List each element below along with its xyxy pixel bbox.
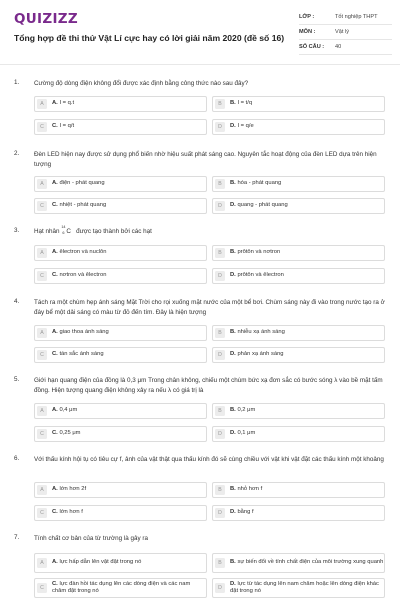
option-label: B. <box>230 486 236 493</box>
option-text: nhỏ hơn f <box>237 486 263 493</box>
quizizz-logo: QUIZIZZ <box>14 11 78 27</box>
option-label: C. <box>52 202 58 209</box>
worksheet-title: Tổng hợp đề thi thử Vật Lí cực hay có lời giải năm 2020 (đề số 16) <box>14 33 285 43</box>
option-d[interactable] <box>212 426 385 442</box>
worksheet-meta <box>299 10 392 55</box>
option-letter: D <box>215 122 225 132</box>
option-a[interactable] <box>34 482 207 498</box>
option-text: lực hấp dẫn lên vật đặt trong nó <box>59 559 142 566</box>
option-letter: D <box>215 271 225 281</box>
option-letter: A <box>37 558 47 568</box>
option-letter: C <box>37 350 47 360</box>
option-text: phản xạ ánh sáng <box>237 351 284 358</box>
option-label: D. <box>230 202 236 209</box>
option-letter: A <box>37 328 47 338</box>
option-d[interactable] <box>212 268 385 284</box>
option-label: D. <box>230 430 236 437</box>
option-letter: B <box>215 179 225 189</box>
option-label: D. <box>230 351 236 358</box>
option-text: prôtôn và nơtron <box>237 249 281 256</box>
option-b[interactable] <box>212 96 385 112</box>
header-divider <box>0 64 400 65</box>
option-label: B. <box>230 180 236 187</box>
option-text: I = q/e <box>237 123 254 130</box>
question-number: 5. <box>14 376 20 383</box>
option-text: I = q.t <box>59 100 75 107</box>
option-text: bằng f <box>237 509 254 516</box>
question-text: Đèn LED hiện nay được sử dụng phổ biến nhờ hiệu suất phát sáng cao. Nguyên tắc hoạt động của đèn LED dựa trên hiện tượng <box>34 151 377 168</box>
option-label: D. <box>230 509 236 516</box>
option-label: A. <box>52 249 58 256</box>
question-number: 7. <box>14 534 20 541</box>
option-c[interactable] <box>34 347 207 363</box>
option-label: C. <box>52 509 58 516</box>
option-letter: C <box>37 201 47 211</box>
option-c[interactable] <box>34 198 207 214</box>
option-letter: B <box>215 558 225 568</box>
option-a[interactable] <box>34 176 207 192</box>
option-d[interactable] <box>212 578 385 598</box>
question-text: Cường độ dòng điện không đổi được xác định bằng công thức nào sau đây? <box>34 80 249 87</box>
option-label: A. <box>52 559 58 566</box>
option-b[interactable] <box>212 403 385 419</box>
meta-row-subject <box>299 25 392 40</box>
question-text: Tách ra một chùm hẹp ánh sáng Mặt Trời cho rọi xuống mặt nước của một bể bơi. Chùm sáng này đi vào trong nước tạo ra ở đáy bể một dải sáng có màu từ đỏ đến tím. Đây là hiện tượng <box>34 299 385 316</box>
option-label: B. <box>230 249 236 256</box>
option-letter: D <box>215 508 225 518</box>
option-text: lớn hơn f <box>59 509 83 516</box>
option-text: I = q/t <box>59 123 75 130</box>
option-label: A. <box>52 180 58 187</box>
option-letter: D <box>215 350 225 360</box>
question-number: 3. <box>14 227 20 234</box>
option-text: nơtron và êlectron <box>59 272 107 279</box>
option-label: B. <box>230 559 236 566</box>
option-letter: A <box>37 99 47 109</box>
option-letter: B <box>215 99 225 109</box>
option-c[interactable] <box>34 505 207 521</box>
option-text: lực từ tác dụng lên nam châm hoặc lên dòng điện khác đặt trong nó <box>230 580 379 594</box>
option-letter: C <box>37 429 47 439</box>
option-letter: A <box>37 406 47 416</box>
meta-row-count <box>299 40 392 55</box>
option-letter: D <box>215 583 225 593</box>
option-text: I = t/q <box>237 100 253 107</box>
meta-key: LỚP : <box>299 14 315 20</box>
question-text: Với thấu kính hội tụ có tiêu cự f, ảnh của vật thật qua thấu kính đó sẽ cùng chiều với vật khi vật đặt các thấu kính một khoảng <box>34 456 384 463</box>
option-text: sự biến đổi về tính chất điện của môi trường xung quanh <box>237 559 384 566</box>
option-text: lớn hơn 2f <box>59 486 87 493</box>
question-text: Tính chất cơ bản của từ trường là gây ra <box>34 535 148 542</box>
option-label: A. <box>52 486 58 493</box>
option-b[interactable] <box>212 176 385 192</box>
option-label: A. <box>52 100 58 107</box>
option-b[interactable] <box>212 245 385 261</box>
option-a[interactable] <box>34 325 207 341</box>
option-label: C. <box>52 351 58 358</box>
question-number: 4. <box>14 298 20 305</box>
option-letter: C <box>37 583 47 593</box>
option-a[interactable] <box>34 245 207 261</box>
option-b[interactable] <box>212 325 385 341</box>
option-text: hóa - phát quang <box>237 180 282 187</box>
option-letter: C <box>37 122 47 132</box>
question-number: 2. <box>14 150 20 157</box>
option-d[interactable] <box>212 505 385 521</box>
option-letter: B <box>215 485 225 495</box>
option-c[interactable] <box>34 268 207 284</box>
option-text: 0,25 μm <box>59 430 81 437</box>
option-label: A. <box>52 407 58 414</box>
option-b[interactable] <box>212 482 385 498</box>
option-letter: D <box>215 201 225 211</box>
option-a[interactable] <box>34 553 207 573</box>
option-text: êlectron và nuclôn <box>59 249 107 256</box>
option-label: B. <box>230 329 236 336</box>
option-text: 0,1 μm <box>237 430 256 437</box>
option-letter: D <box>215 429 225 439</box>
option-label: C. <box>52 430 58 437</box>
option-label: D. <box>230 580 236 587</box>
option-letter: A <box>37 179 47 189</box>
option-c[interactable] <box>34 426 207 442</box>
nuclide-element: C <box>66 228 71 235</box>
question-text: Giới hạn quang điện của đồng là 0,3 μm Trong chân không, chiếu một chùm bức xạ đơn sắc có bước sóng λ vào bề mặt tấm đồng. Hiện tượng quang điện không xảy ra nếu λ có giá trị là <box>34 377 383 394</box>
option-d[interactable] <box>212 347 385 363</box>
option-label: B. <box>230 407 236 414</box>
nuclide-atomic-number: 6 <box>62 231 65 235</box>
option-label: B. <box>230 100 236 107</box>
option-label: D. <box>230 272 236 279</box>
meta-value: Tốt nghiệp THPT <box>335 14 378 20</box>
option-b[interactable] <box>212 553 385 573</box>
option-label: D. <box>230 123 236 130</box>
worksheet-header <box>0 0 400 62</box>
question-number: 6. <box>14 455 20 462</box>
option-letter: C <box>37 271 47 281</box>
option-letter: B <box>215 406 225 416</box>
meta-value: 40 <box>335 44 342 50</box>
meta-key: MÔN : <box>299 29 316 35</box>
question-text-before: Hạt nhân <box>34 228 60 236</box>
question-number: 1. <box>14 79 20 86</box>
nuclide-mass-number: 14 <box>61 225 66 229</box>
meta-value: Vật lý <box>335 29 349 35</box>
option-letter: B <box>215 248 225 258</box>
option-text: nhiễu xạ ánh sáng <box>237 329 285 336</box>
question-text <box>34 227 386 237</box>
option-a[interactable] <box>34 96 207 112</box>
nuclide-symbol <box>61 227 74 236</box>
option-letter: A <box>37 485 47 495</box>
option-text: giao thoa ánh sáng <box>59 329 109 336</box>
option-c[interactable] <box>34 578 207 598</box>
option-letter: C <box>37 508 47 518</box>
option-text: nhiệt - phát quang <box>59 202 107 209</box>
option-c[interactable] <box>34 119 207 135</box>
option-label: C. <box>52 123 58 130</box>
option-label: A. <box>52 329 58 336</box>
option-a[interactable] <box>34 403 207 419</box>
option-d[interactable] <box>212 198 385 214</box>
option-text: tán sắc ánh sáng <box>59 351 104 358</box>
option-label: C. <box>52 272 58 279</box>
option-text: điện - phát quang <box>59 180 105 187</box>
option-text: quang - phát quang <box>237 202 288 209</box>
option-text: lực đàn hồi tác dụng lên các dòng điện và các nam châm đặt trong nó <box>52 580 191 594</box>
meta-key: SỐ CÂU : <box>299 44 325 50</box>
option-letter: A <box>37 248 47 258</box>
option-letter: B <box>215 328 225 338</box>
option-text: 0,4 μm <box>59 407 78 414</box>
option-text: prôtôn và êlectron <box>237 272 284 279</box>
option-d[interactable] <box>212 119 385 135</box>
question-text-after: được tạo thành bởi các hạt <box>76 228 152 236</box>
option-text: 0,2 μm <box>237 407 256 414</box>
option-label: C. <box>52 580 58 587</box>
meta-row-class <box>299 10 392 25</box>
